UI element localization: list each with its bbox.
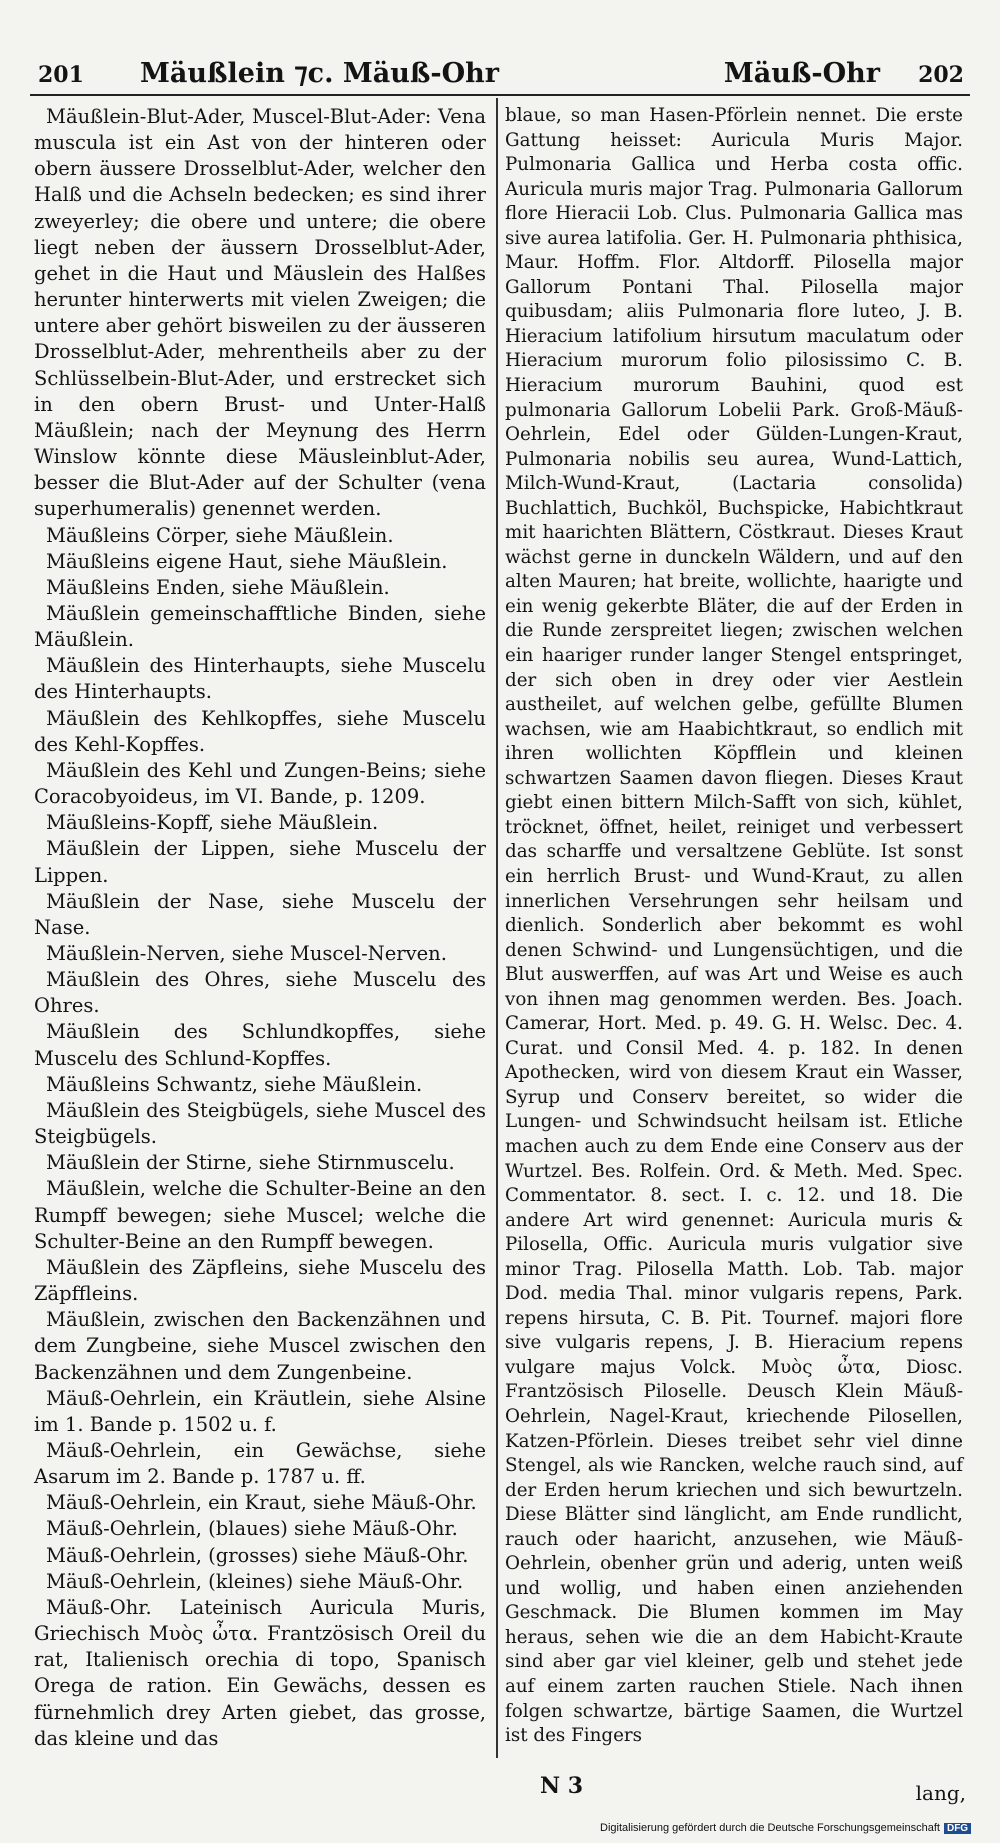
- entry-paragraph: Mäußleins eigene Haut, siehe Mäußlein.: [46, 549, 448, 573]
- entry-paragraph: Mäuß-Ohr. Lateinisch Auricula Muris, Griechisch Μυὸς ὦτα. Frantzösisch Oreil du rat, Italienisch orechia di topo, Spanisch Orega de ration. Ein Gewächs, dessen es fürnehmlich drey Arten giebet, das grosse, das kleine und das: [34, 1595, 486, 1750]
- entry-paragraph: Mäußlein-Nerven, siehe Muscel-Nerven.: [46, 942, 447, 965]
- catchword: lang,: [915, 1781, 966, 1805]
- right-column: [505, 104, 963, 1749]
- column-divider: [496, 98, 498, 1758]
- credit-text: Digitalisierung gefördert durch die Deutsche Forschungsgemeinschaft: [600, 1822, 940, 1834]
- entry-paragraph: Mäußlein des Hinterhaupts, siehe Muscelu des Hinterhaupts.: [34, 654, 486, 704]
- entry-paragraph: Mäußlein des Kehl und Zungen-Beins; siehe Coracobyoideus, im VI. Bande, p. 1209.: [34, 758, 486, 809]
- entry-paragraph: Mäuß-Oehrlein, (kleines) siehe Mäuß-Ohr.: [46, 1569, 464, 1593]
- digitization-credit: [600, 1822, 971, 1834]
- signature-mark: N 3: [540, 1773, 584, 1799]
- entry-paragraph: Mäußlein der Stirne, siehe Stirnmuscelu.: [46, 1151, 455, 1175]
- entry-paragraph: Mäußlein der Nase, siehe Muscelu der Nase.: [34, 889, 486, 939]
- entry-paragraph: Mäuß-Oehrlein, ein Kraut, siehe Mäuß-Ohr.: [46, 1491, 477, 1515]
- running-title-right: Mäuß-Ohr: [723, 58, 880, 89]
- entry-paragraph: Mäußlein des Steigbügels, siehe Muscel des Steigbügels.: [34, 1098, 486, 1149]
- entry-paragraph: Mäußlein, welche die Schulter-Beine an den Rumpff bewegen; siehe Muscel; welche die Schulter-Beine an den Rumpff bewegen.: [34, 1177, 486, 1253]
- entry-paragraph: Mäußlein des Schlundkopffes, siehe Muscelu des Schlund-Kopffes.: [34, 1020, 486, 1070]
- entry-paragraph: Mäußlein gemeinschafftliche Binden, siehe Mäußlein.: [34, 601, 486, 652]
- entry-paragraph: Mäußlein des Kehlkopffes, siehe Muscelu des Kehl-Kopffes.: [34, 706, 486, 756]
- left-column: [34, 104, 486, 1752]
- entry-paragraph: Mäußlein, zwischen den Backenzähnen und dem Zungbeine, siehe Muscel zwischen den Backenzähnen und dem Zungenbeine.: [34, 1308, 486, 1384]
- entry-paragraph: Mäußlein des Ohres, siehe Muscelu des Ohres.: [34, 968, 486, 1018]
- entry-paragraph: Mäußleins-Kopff, siehe Mäußlein.: [46, 811, 379, 835]
- page-number-right: 202: [918, 62, 964, 88]
- entry-paragraph: Mäußlein des Zäpfleins, siehe Muscelu des Zäpffleins.: [34, 1255, 486, 1306]
- entry-paragraph: Mäuß-Oehrlein, ein Gewächse, siehe Asarum im 2. Bande p. 1787 u. ff.: [34, 1438, 486, 1489]
- entry-paragraph: Mäußlein der Lippen, siehe Muscelu der Lippen.: [34, 837, 486, 887]
- page-number-left: 201: [38, 62, 84, 88]
- running-title-left: Mäußlein ⁊c. Mäuß-Ohr: [140, 58, 500, 89]
- running-header: [30, 54, 970, 96]
- entry-paragraph: Mäuß-Oehrlein, (grosses) siehe Mäuß-Ohr.: [46, 1543, 469, 1567]
- dfg-logo: DFG: [944, 1823, 971, 1834]
- entry-paragraph: Mäußleins Cörper, siehe Mäußlein.: [46, 523, 394, 547]
- entry-paragraph: Mäuß-Oehrlein, ein Kräutlein, siehe Alsine im 1. Bande p. 1502 u. f.: [34, 1386, 486, 1436]
- entry-paragraph: Mäußlein-Blut-Ader, Muscel-Blut-Ader: Vena muscula ist ein Ast von der hinteren oder obern äussere Drosselblut-Ader, welcher den Halß und die Achseln bedecken; es sind ihrer zweyerley; die obere und untere; die obere liegt neben der äussern Drosselblut-Ader, gehet in die Haut und Mäuslein des Halßes herunter hinterwerts mit vielen Zweigen; die untere aber gehört bisweilen zu der äusseren Drosselblut-Ader, mehrentheils aber zu der Schlüsselbein-Blut-Ader, und erstrecket sich in den obern Brust- und Unter-Halß Mäußlein; nach der Meynung des Herrn Winslow könnte diese Mäusleinblut-Ader, besser die Blut-Ader auf der Schulter (vena superhumeralis) genennet werden.: [34, 105, 486, 521]
- entry-paragraph: blaue, so man Hasen-Pförlein nennet. Die erste Gattung heisset: Auricula Muris Major. Pulmonaria Gallica und Herba costa offic. Auricula muris major Trag. Pulmonaria Gallorum flore Hieracii Lob. Clus. Pulmonaria Gallica mas sive aurea latifolia. Ger. H. Pulmonaria phthisica, Maur. Hoffm. Flor. Altdorff. Pilosella major Gallorum Pontani Thal. Pilosella major quibusdam; aliis Pulmonaria flore luteo, J. B. Hieracium latifolium hirsutum maculatum oder Hieracium murorum folio pilosissimo C. B. Hieracium murorum Bauhini, quod est pulmonaria Gallorum Lobelii Park. Groß-Mäuß-Oehrlein, Edel oder Gülden-Lungen-Kraut, Pulmonaria nobilis seu aurea, Wund-Lattich, Milch-Wund-Kraut, (Lactaria consolida) Buchlattich, Buchköl, Buchspicke, Habichtkraut mit haarichten Blättern, Cöstkraut. Dieses Kraut wächst gerne in dunckeln Wäldern, und auf den alten Mauren; hat breite, wollichte, haarigte und ein wenig gekerbte Bläter, die auf der Erden in die Runde zerspreitet liegen; zwischen welchen ein haariger runder langer Stengel entspringet, der sich oben in drey oder vier Aestlein austheilet, auf welchen gelbe, gefüllte Blumen wachsen, wie am Haabichtkraut, so endlich mit ihren wollichten Köpfflein und kleinen schwartzen Saamen davon fliegen. Dieses Kraut giebt einen bittern Milch-Safft von sich, kühlet, tröcknet, öffnet, heilet, reiniget und verbessert das scharffe und versaltzene Geblüte. Ist sonst ein herrlich Brust- und Wund-Kraut, zu allen innerlichen Versehrungen sehr heilsam und dienlich. Sonderlich aber bekommt es wohl denen Schwind- und Lungensüchtigen, und die Blut auswerffen, auf was Art und Weise es auch von ihnen mag genommen werden. Bes. Joach. Camerar, Hort. Med. p. 49. G. H. Welsc. Dec. 4. Curat. und Consil Med. 4. p. 182. In denen Apothecken, wird von diesem Kraut ein Wasser, Syrup und Conserv bereitet, so wider die Lungen- und Schwindsucht heilsam ist. Etliche machen auch zu dem Ende eine Conserv aus der Wurtzel. Bes. Rolfein. Ord. & Meth. Med. Spec. Commentator. 8. sect. I. c. 12. und 18. Die andere Art wird genennet: Auricula muris & Pilosella, Offic. Auricula muris vulgatior sive minor Trag. Pilosella Matth. Lob. Tab. major Dod. media Thal. minor vulgaris repens, Park. repens hirsuta, C. B. Pit. Tournef. majori flore sive vulgaris repens, J. B. Hieracium repens vulgare majus Volck. Μυὸς ὦτα, Diosc. Frantzösisch Piloselle. Deusch Klein Mäuß-Oehrlein, Nagel-Kraut, kriechende Pilosellen, Katzen-Pförlein. Dieses treibet sehr viel dinne Stengel, als wie Rancken, welche rauch sind, auf der Erden herum kriechen und sich bewurtzeln. Diese Blätter sind länglicht, am Ende rundlicht, rauch oder haaricht, anzusehen, wie Mäuß-Oehrlein, obenher grün und aderig, unten weiß und wollig, und haben einen anziehenden Geschmack. Die Blumen kommen im May heraus, sehen wie die an dem Habicht-Kraute sind aber gar viel kleiner, gelb und stehet jede auf einem zarten rauchen Stiele. Nach ihnen folgen schwartze, bärtige Saamen, die Wurtzel ist des Fingers: [505, 105, 963, 1747]
- entry-paragraph: Mäuß-Oehrlein, (blaues) siehe Mäuß-Ohr.: [46, 1517, 458, 1541]
- entry-paragraph: Mäußleins Schwantz, siehe Mäußlein.: [46, 1072, 423, 1096]
- entry-paragraph: Mäußleins Enden, siehe Mäußlein.: [46, 575, 390, 599]
